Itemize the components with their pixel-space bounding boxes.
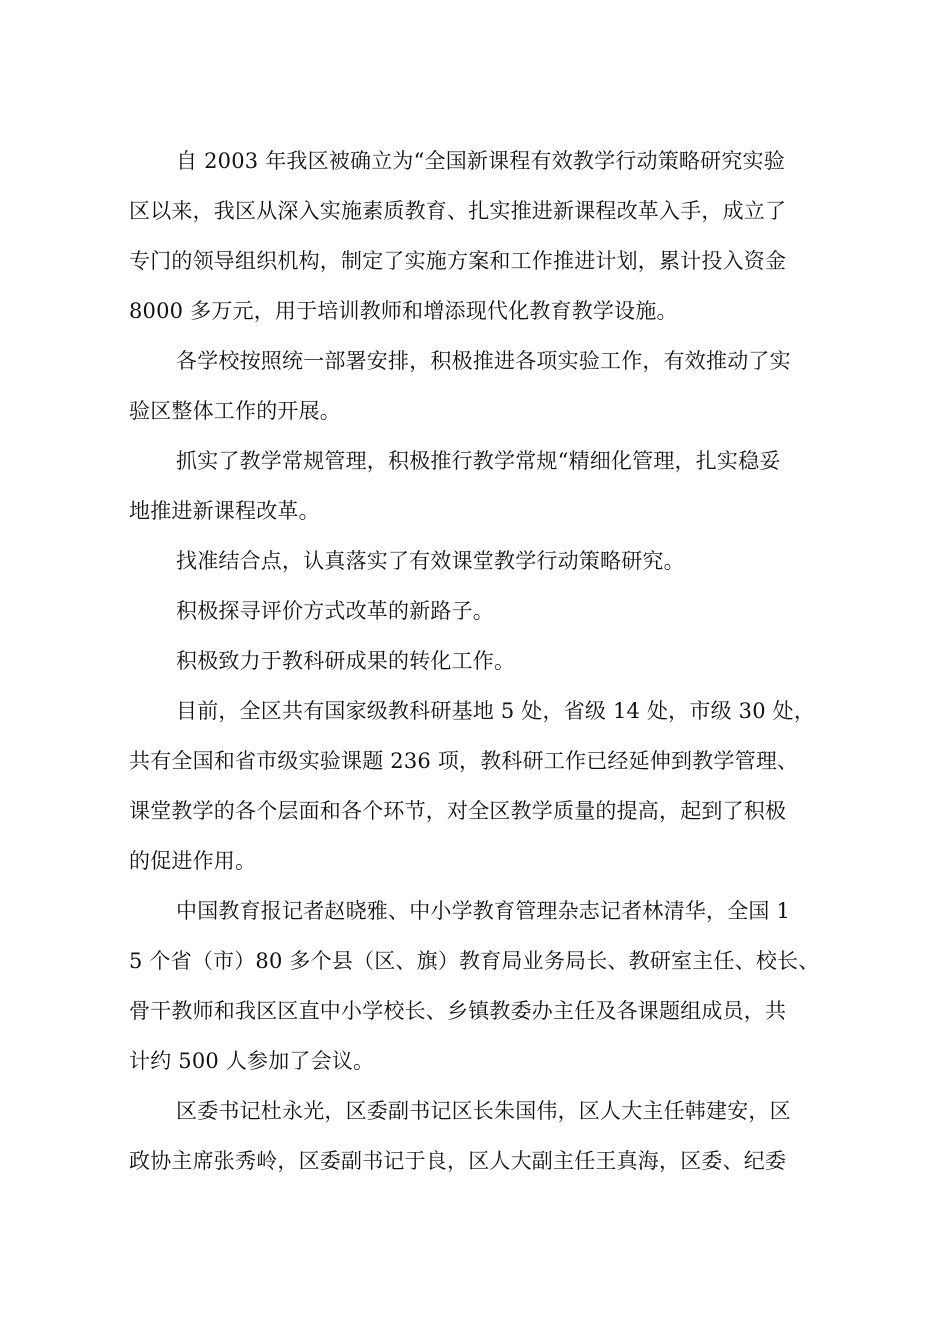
text-line: 的促进作用。 [129,849,257,873]
text-line: 找准结合点，认真落实了有效课堂教学行动策略研究。 [176,549,685,573]
text-line: 区以来，我区从深入实施素质教育、扎实推进新课程改革入手，成立了 [129,199,787,223]
text-line: 验区整体工作的开展。 [129,399,341,423]
text-line: 积极探寻评价方式改革的新路子。 [176,599,494,623]
text-line: 自 2003 年我区被确立为“全国新课程有效教学行动策略研究实验 [176,149,785,173]
text-line: 地推进新课程改革。 [129,499,320,523]
text-line: 骨干教师和我区区直中小学校长、乡镇教委办主任及各课题组成员，共 [129,999,787,1023]
text-line: 计约 500 人参加了会议。 [129,1049,375,1073]
text-line: 8000 多万元，用于培训教师和增添现代化教育教学设施。 [129,299,678,323]
text-line: 各学校按照统一部署安排，积极推进各项实验工作，有效推动了实 [176,349,791,373]
text-line: 积极致力于教科研成果的转化工作。 [176,649,516,673]
text-line: 抓实了教学常规管理，积极推行教学常规“精细化管理，扎实稳妥 [176,449,781,473]
text-line: 5 个省（市）80 多个县（区、旗）教育局业务局长、教研室主任、校长、 [129,949,820,973]
text-line: 目前，全区共有国家级教科研基地 5 处，省级 14 处，市级 30 处， [176,699,816,723]
text-line: 区委书记杜永光，区委副书记区长朱国伟，区人大主任韩建安，区 [176,1099,791,1123]
text-line: 政协主席张秀岭，区委副书记于良，区人大副主任王真海，区委、纪委 [129,1149,787,1173]
text-line: 专门的领导组织机构，制定了实施方案和工作推进计划，累计投入资金 [129,249,787,273]
text-line: 课堂教学的各个层面和各个环节，对全区教学质量的提高，起到了积极 [129,799,787,823]
text-line: 中国教育报记者赵晓雅、中小学教育管理杂志记者林清华，全国 1 [176,899,791,923]
text-line: 共有全国和省市级实验课题 236 项，教科研工作已经延伸到教学管理、 [129,749,799,773]
